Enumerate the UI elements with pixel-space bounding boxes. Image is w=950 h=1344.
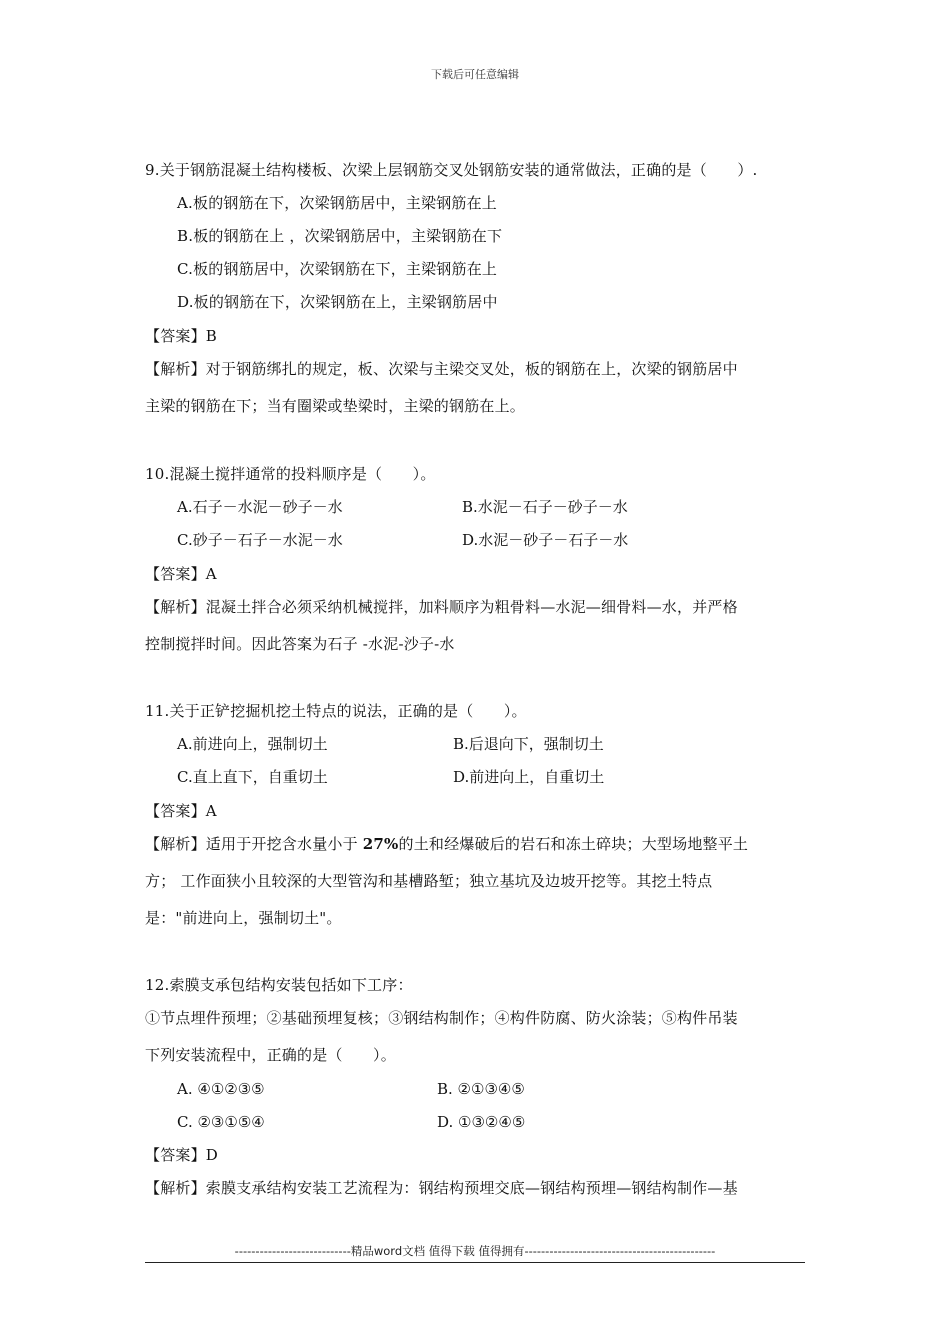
- q10-analysis-line-1: 【解析】混凝土拌合必须采纳机械搅拌，加料顺序为粗骨料—水泥—细骨料—水，并严格: [145, 598, 738, 616]
- q9-answer: 【答案】B: [145, 327, 218, 345]
- q10-option-b: B.水泥－石子－砂子－水: [462, 498, 628, 516]
- q11-option-b: B.后退向下，强制切土: [453, 735, 604, 753]
- q11-analysis-prefix: 【解析】适用于开挖含水量小于: [145, 835, 363, 853]
- q9-option-b: B.板的钢筋在上 ，次梁钢筋居中，主梁钢筋在下: [177, 227, 503, 245]
- footer-rule: [145, 1262, 805, 1263]
- q12-stem: 12.索膜支承包结构安装包括如下工序：: [145, 976, 413, 994]
- q9-option-c: C.板的钢筋居中，次梁钢筋在下，主梁钢筋在上: [177, 260, 498, 278]
- q11-analysis-suffix: 的土和经爆破后的岩石和冻土碎块；大型场地整平土: [398, 835, 749, 853]
- q11-option-d: D.前进向上，自重切土: [453, 768, 605, 786]
- q10-answer: 【答案】A: [145, 565, 217, 583]
- q12-option-d: D. ①③②④⑤: [437, 1113, 526, 1131]
- q10-option-a: A.石子－水泥－砂子－水: [177, 498, 343, 516]
- q10-option-c: C.砂子－石子－水泥－水: [177, 531, 343, 549]
- q12-stem-steps: ①节点埋件预埋；②基础预埋复核；③钢结构制作；④构件防腐、防火涂装；⑤构件吊装: [145, 1009, 738, 1027]
- q12-option-b: B. ②①③④⑤: [437, 1080, 525, 1098]
- q11-option-c: C.直上直下，自重切土: [177, 768, 328, 786]
- q9-stem: 9.关于钢筋混凝土结构楼板、次梁上层钢筋交叉处钢筋安装的通常做法，正确的是（ ）.: [145, 161, 758, 179]
- q12-analysis-line-1: 【解析】索膜支承结构安装工艺流程为：钢结构预埋交底—钢结构预埋—钢结构制作—基: [145, 1179, 738, 1197]
- q12-option-c: C. ②③①⑤④: [177, 1113, 265, 1131]
- q9-option-a: A.板的钢筋在下，次梁钢筋居中，主梁钢筋在上: [177, 194, 498, 212]
- q11-answer: 【答案】A: [145, 802, 217, 820]
- q11-option-a: A.前进向上，强制切土: [177, 735, 328, 753]
- q12-stem-question: 下列安装流程中，正确的是（ ）。: [145, 1046, 396, 1064]
- q11-analysis-line-1: [145, 834, 748, 854]
- q11-analysis-line-2: 方； 工作面狭小且较深的大型管沟和基槽路堑；独立基坑及边坡开挖等。其挖土特点: [145, 872, 713, 890]
- q10-analysis-line-2: 控制搅拌时间。因此答案为石子 -水泥-沙子-水: [145, 635, 455, 653]
- page-header: 下载后可任意编辑: [431, 68, 519, 81]
- q12-option-a: A. ④①②③⑤: [177, 1080, 265, 1098]
- q9-analysis-line-1: 【解析】对于钢筋绑扎的规定，板、次梁与主梁交叉处，板的钢筋在上，次梁的钢筋居中: [145, 360, 738, 378]
- q9-option-d: D.板的钢筋在下，次梁钢筋在上，主梁钢筋居中: [177, 293, 498, 311]
- q11-analysis-line-3: 是："前进向上，强制切土"。: [145, 909, 342, 927]
- q10-option-d: D.水泥－砂子－石子－水: [462, 531, 629, 549]
- q12-answer: 【答案】D: [145, 1146, 219, 1164]
- q11-stem: 11.关于正铲挖掘机挖土特点的说法，正确的是（ ）。: [145, 702, 527, 720]
- q10-stem: 10.混凝土搅拌通常的投料顺序是（ ）。: [145, 465, 436, 483]
- page-footer: ----------------------------精品word文档 值得下载 值得拥有----------------------------------------------: [234, 1244, 716, 1258]
- q9-analysis-line-2: 主梁的钢筋在下；当有圈梁或垫梁时，主梁的钢筋在上。: [145, 397, 526, 415]
- q11-analysis-percent: 27%: [362, 835, 399, 853]
